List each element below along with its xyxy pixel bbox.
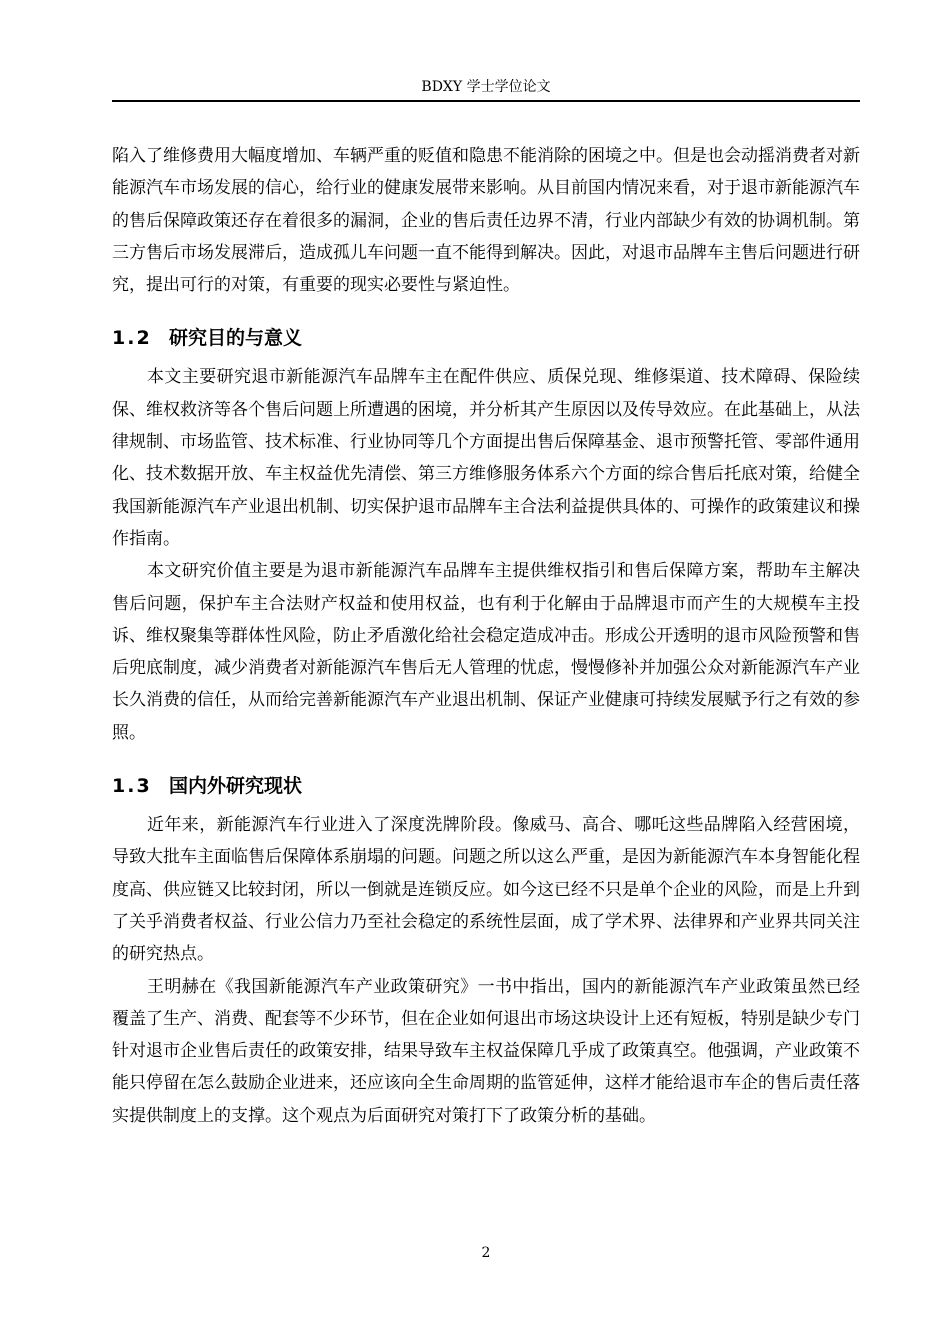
- intro-paragraph: 陷入了维修费用大幅度增加、车辆严重的贬值和隐患不能消除的困境之中。但是也会动摇消费者对新能源汽车市场发展的信心，给行业的健康发展带来影响。从目前国内情况来看，对于退市新能源汽车的售后保障政策还存在着很多的漏洞，企业的售后责任边界不清，行业内部缺少有效的协调机制。第三方售后市场发展滞后，造成孤儿车问题一直不能得到解决。因此，对退市品牌车主售后问题进行研究，提出可行的对策，有重要的现实必要性与紧迫性。: [112, 146, 860, 296]
- section-number: 1.2: [112, 327, 152, 350]
- section-heading-1-3: [112, 773, 860, 799]
- section-title: 国内外研究现状: [169, 775, 303, 798]
- section-heading-1-2: [112, 325, 860, 351]
- body-paragraph: 本文主要研究退市新能源汽车品牌车主在配件供应、质保兑现、维修渠道、技术障碍、保险续保、维权救济等各个售后问题上所遭遇的困境，并分析其产生原因以及传导效应。在此基础上，从法律规制、市场监管、技术标准、行业协同等几个方面提出售后保障基金、退市预警托管、零部件通用化、技术数据开放、车主权益优先清偿、第三方维修服务体系六个方面的综合售后托底对策，给健全我国新能源汽车产业退出机制、切实保护退市品牌车主合法利益提供具体的、可操作的政策建议和操作指南。: [112, 367, 860, 549]
- section-title: 研究目的与意义: [169, 327, 303, 350]
- header-rule: [112, 100, 860, 102]
- body-paragraph: 近年来，新能源汽车行业进入了深度洗牌阶段。像威马、高合、哪吒这些品牌陷入经营困境，导致大批车主面临售后保障体系崩塌的问题。问题之所以这么严重，是因为新能源汽车本身智能化程度高、供应链又比较封闭，所以一倒就是连锁反应。如今这已经不只是单个企业的风险，而是上升到了关乎消费者权益、行业公信力乃至社会稳定的系统性层面，成了学术界、法律界和产业界共同关注的研究热点。: [112, 815, 860, 965]
- page-body: [112, 140, 860, 1132]
- section-number: 1.3: [112, 775, 152, 798]
- page-header: BDXY 学士学位论文: [421, 79, 551, 95]
- body-paragraph: 本文研究价值主要是为退市新能源汽车品牌车主提供维权指引和售后保障方案，帮助车主解决售后问题，保护车主合法财产权益和使用权益，也有利于化解由于品牌退市而产生的大规模车主投诉、维权聚集等群体性风险，防止矛盾激化给社会稳定造成冲击。形成公开透明的退市风险预警和售后兜底制度，减少消费者对新能源汽车售后无人管理的忧虑，慢慢修补并加强公众对新能源汽车产业长久消费的信任，从而给完善新能源汽车产业退出机制、保证产业健康可持续发展赋予行之有效的参照。: [112, 561, 860, 743]
- page-number: 2: [481, 1245, 491, 1261]
- body-paragraph: 王明赫在《我国新能源汽车产业政策研究》一书中指出，国内的新能源汽车产业政策虽然已经覆盖了生产、消费、配套等不少环节，但在企业如何退出市场这块设计上还有短板，特别是缺少专门针对退市企业售后责任的政策安排，结果导致车主权益保障几乎成了政策真空。他强调，产业政策不能只停留在怎么鼓励企业进来，还应该向全生命周期的监管延伸，这样才能给退市车企的售后责任落实提供制度上的支撑。这个观点为后面研究对策打下了政策分析的基础。: [112, 976, 860, 1126]
